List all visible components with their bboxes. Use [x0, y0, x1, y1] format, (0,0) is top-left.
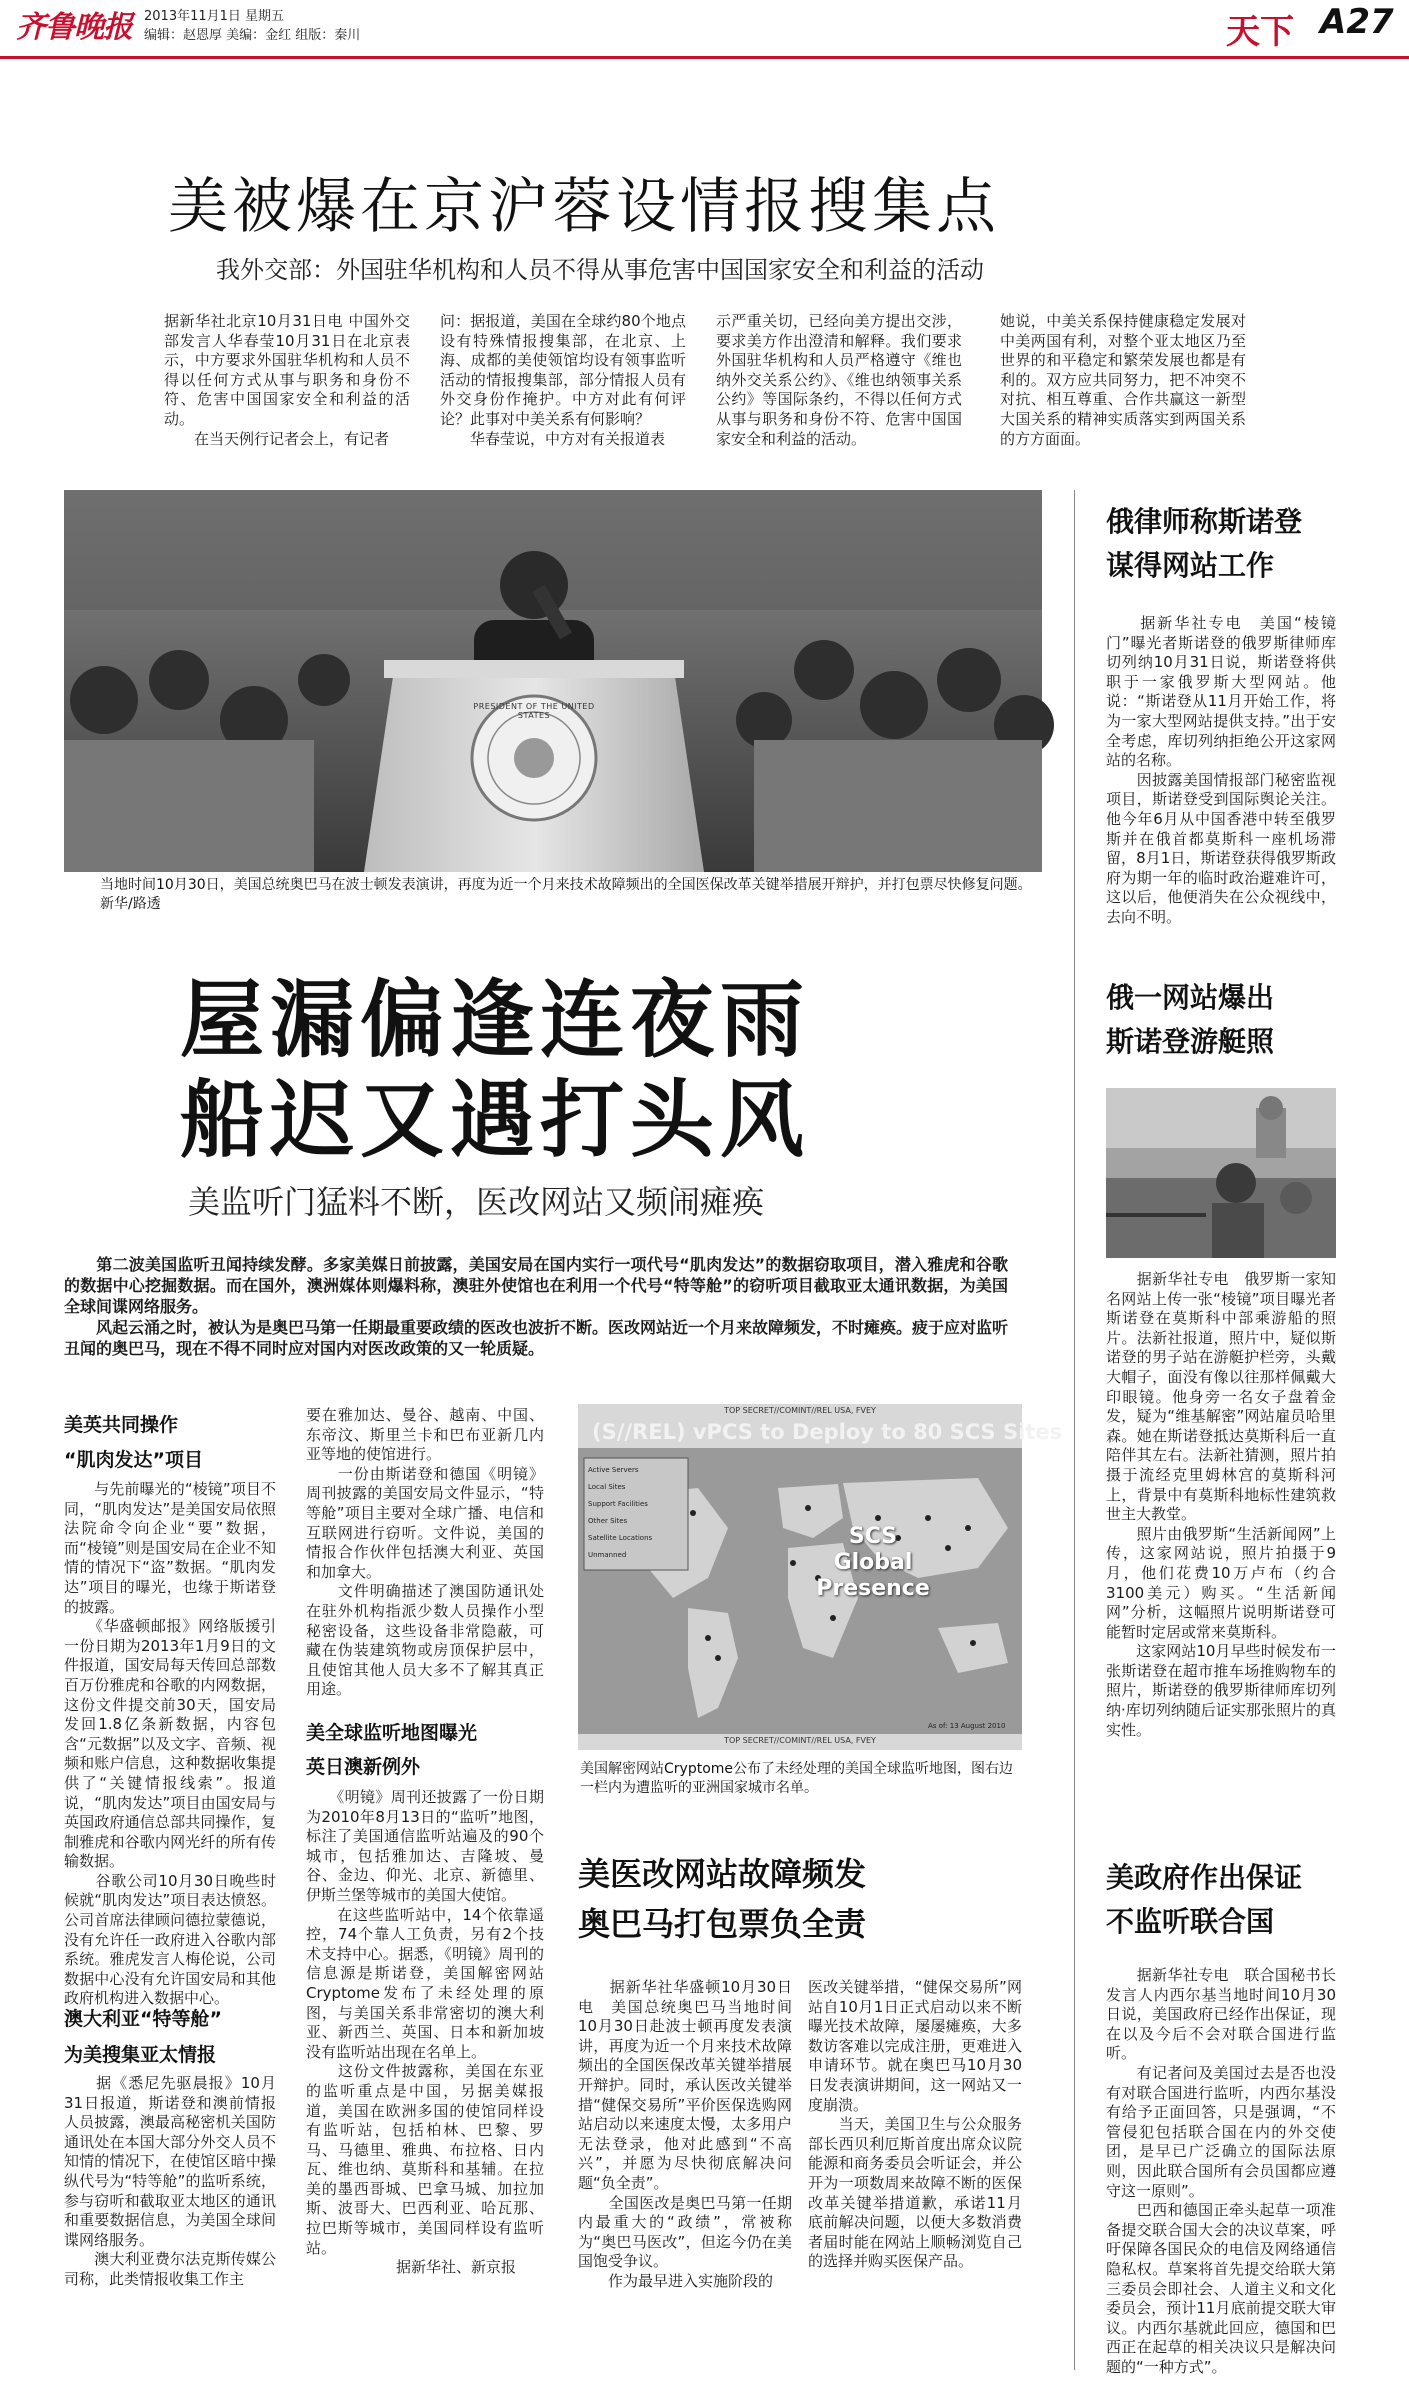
col-b-text-1: 要在雅加达、曼谷、越南、中国、东帝汶、斯里兰卡和巴布亚新几内亚等地的使馆进行。 一份由斯诺登和德国《明镜》周刊披露的美国安局文件显示，“特等舱”项目主要对全球广播、电信和互联网进行窃听。文件说，美国的情报合作伙伴包括澳大利亚、英国和加拿大。 文件明确描述了澳国防通讯处在驻外机构指派少数人员操作小型秘密设备，这些设备非常隐蔽，可藏在伪装建筑物或房顶保护层中，且使馆其他人员大多不了解其真正用途。: [306, 1406, 544, 1699]
map-title: (S//REL) vPCS to Deploy to 80 SCS Sites: [592, 1420, 1063, 1444]
map-legend: [588, 1462, 688, 1564]
lead-column-1: 据新华社北京10月31日电 中国外交部发言人华春莹10月31日在北京表示，中方要求外国驻华机构和人员不得以任何方式从事与职务和身份不符、危害中国国家安全和利益的活动。 在当天例行记者会上，有记者: [164, 312, 410, 448]
side2-headline-2: 斯诺登游艇照: [1106, 1025, 1275, 1058]
side3-headline-1: 美政府作出保证: [1106, 1861, 1303, 1894]
main-intro: 第二波美国监听丑闻持续发酵。多家美媒日前披露，美国安局在国内实行一项代号“肌肉发达”的数据窃取项目，潜入雅虎和谷歌的数据中心挖掘数据。而在国外，澳洲媒体则爆料称，澳驻外使馆也在利用一个代号“特等舱”的窃听项目截取亚太通讯数据，为美国全球间谍网络服务。 风起云涌之时，被认为是奥巴马第一任期最重要政绩的医改也波折不断。医改网站近一个月来故障频发，不时瘫痪。疲于应对监听丑闻的奥巴马，现在不得不同时应对国内对医改政策的又一轮质疑。: [64, 1255, 1009, 1358]
main-headline-line1: 屋漏偏逢连夜雨: [180, 971, 811, 1069]
col-a-heading-2a: 澳大利亚“特等舱”: [64, 2008, 222, 2030]
issue-date: 2013年11月1日 星期五: [144, 9, 285, 24]
page-number: A27: [1320, 2, 1394, 42]
side2-text: 据新华社专电 俄罗斯一家知名网站上传一张“棱镜”项目曝光者斯诺登在莫斯科中部乘游船的照片。法新社报道，照片中，疑似斯诺登的男子站在游艇护栏旁，头戴大帽子，面没有像以往那样佩戴大印眼镜。他身旁一名女子盘着金发，疑为“维基解密”网站雇员哈里森。她在斯诺登抵达莫斯科后一直陪伴其左右。法新社猜测，照片拍摄于流经克里姆林宫的莫斯科河上，背景中有莫斯科地标性建筑救世主大教堂。 照片由俄罗斯“生活新闻网”上传，这家网站说，照片拍摄于9月，他们花费10万卢布（约合3100美元）购买。“生活新闻网”分析，这幅照片说明斯诺登可能暂时定居或常来莫斯科。 这家网站10月早些时候发布一张斯诺登在超市推车场推购物车的照片，斯诺登的俄罗斯律师库切列纳·库切列纳随后证实那张照片的真实性。: [1106, 1270, 1336, 1739]
healthcare-column-2: 医改关键举措，“健保交易所”网站自10月1日正式启动以来不断曝光技术故障，屡屡瘫痪，大多数访客难以完成注册，更难进入申请环节。就在奥巴马10月30日发表演讲期间，这一网站又一度崩溃。 当天，美国卫生与公众服务部长西贝利厄斯首度出席众议院能源和商务委员会听证会，并公开为一项数周来故障不断的医保改革关键举措道歉，承诺11月底前解决问题，以便大多数消费者届时能在网站上顺畅浏览自己的选择并购买医保产品。: [808, 1978, 1022, 2271]
legend-item: Support Facilities: [588, 1500, 648, 1508]
sidebar-divider: [1074, 490, 1075, 2370]
main-headline-line2: 船迟又遇打头风: [180, 1071, 811, 1169]
side1-text: 据新华社专电 美国“棱镜门”曝光者斯诺登的俄罗斯律师库切列纳10月31日说，斯诺登将供职于一家俄罗斯大型网站。他说：“斯诺登从11月开始工作，将为一家大型网站提供支持。”出于安全考虑，库切列纳拒绝公开这家网站的名称。 因披露美国情报部门秘密监视项目，斯诺登受到国际舆论关注。他今年6月从中国香港中转至俄罗斯并在俄首都莫斯科一座机场滞留，8月1日，斯诺登获得俄罗斯政府为期一年的临时政治避难许可，这以后，他便消失在公众视线中，去向不明。: [1106, 614, 1336, 926]
lead-column-2: 问：据报道，美国在全球约80个地点设有特殊情报搜集部，在北京、上海、成都的美使领馆均设有领事监听活动的情报搜集部，部分情报人员有外交身份作掩护。中方对此有何评论？此事对中美关系有何影响？ 华春莹说，中方对有关报道表: [440, 312, 686, 448]
map-overlay-text: SCS Global Presence: [816, 1524, 930, 1601]
lead-headline: 美被爆在京沪蓉设情报搜集点: [168, 172, 1000, 242]
speech-photo-illustration: [64, 490, 1042, 872]
side2-headline-1: 俄一网站爆出: [1106, 981, 1275, 1014]
col-b-heading-1a: 美全球监听地图曝光: [306, 1722, 478, 1744]
lead-column-3: 示严重关切，已经向美方提出交涉，要求美方作出澄清和解释。我们要求外国驻华机构和人员严格遵守《维也纳外交关系公约》、《维也纳领事关系公约》等国际条约，不得以任何方式从事与职务和身份不符、危害中国国家安全和利益的活动。: [716, 312, 962, 448]
map-date: As of: 13 August 2010: [928, 1722, 1006, 1730]
podium-seal-text: PRESIDENT OF THE UNITED STATES: [473, 702, 595, 720]
boat-photo-illustration: [1106, 1088, 1336, 1258]
lead-subhead: 我外交部：外国驻华机构和人员不得从事危害中国国家安全和利益的活动: [216, 256, 984, 284]
healthcare-headline-1: 美医改网站故障频发: [578, 1855, 867, 1893]
col-b-heading-1b: 英日澳新例外: [306, 1756, 421, 1778]
col-b-text-2: 《明镜》周刊还披露了一份日期为2010年8月13日的“监听”地图，标注了美国通信监听站遍及的90个城市，包括雅加达、吉隆坡、曼谷、金边、仰光、北京、新德里、伊斯兰堡等城市的美国大使馆。 在这些监听站中，14个依靠遥控，74个靠人工负责，另有2个技术支持中心。据悉，《明镜》周刊的信息源是斯诺登，美国解密网站Cryptome发布了未经处理的原图，与美国关系非常密切的澳大利亚、新西兰、英国、日本和新加坡没有监听站出现在名单上。 这份文件披露称，美国在东亚的监听重点是中国，另据美媒报道，美国在欧洲多国的使馆同样设有监听站，包括柏林、巴黎、罗马、马德里、雅典、布拉格、日内瓦、维也纳、莫斯科和基辅。在拉美的墨西哥城、巴拿马城、加拉加斯、波哥大、巴西利亚、哈瓦那、拉巴斯等城市，美国同样设有监听站。 据新华社、新京报: [306, 1788, 544, 2277]
main-subhead: 美监听门猛料不断，医改网站又频闹瘫痪: [188, 1183, 765, 1221]
col-a-heading-1a: 美英共同操作: [64, 1414, 179, 1436]
lead-column-4: 她说，中美关系保持健康稳定发展对中美两国有利，对整个亚太地区乃至世界的和平稳定和繁荣发展也都是有利的。双方应共同努力，把不冲突不对抗、相互尊重、合作共赢这一新型大国关系的精神实质落实到两国关系的方方面面。: [1000, 312, 1246, 448]
col-a-text-2: 据《悉尼先驱晨报》10月31日报道，斯诺登和澳前情报人员披露，澳最高秘密机关国防通讯处在本国大部分外交人员不知情的情况下，在使馆区暗中操纵代号为“特等舱”的监听系统，参与窃听和截取亚太地区的通讯和重要数据信息，为美国全球间谍网络服务。 澳大利亚费尔法克斯传媒公司称，此类情报收集工作主: [64, 2074, 276, 2288]
legend-item: Unmanned: [588, 1551, 627, 1559]
side3-headline-2: 不监听联合国: [1106, 1905, 1275, 1938]
legend-item: Other Sites: [588, 1517, 628, 1525]
col-a-heading-1b: “肌肉发达”项目: [64, 1449, 203, 1471]
obama-speech-photo: [64, 490, 1042, 872]
newspaper-logo: 齐鲁晚报: [16, 10, 132, 45]
healthcare-headline-2: 奥巴马打包票负全责: [578, 1905, 867, 1943]
map-top-banner: TOP SECRET//COMINT//REL USA, FVEY: [724, 1406, 876, 1415]
masthead-rule: [0, 56, 1409, 59]
legend-item: Active Servers: [588, 1466, 639, 1474]
editor-credits: 编辑：赵恩厚 美编：金红 组版：秦川: [144, 28, 361, 43]
healthcare-column-1: 据新华社华盛顿10月30日电 美国总统奥巴马当地时间10月30日赴波士顿再度发表演讲，再度为近一个月来技术故障频出的全国医保改革关键举措展开辩护。同时，承认医改关键举措“健保交易所”平价医保选购网站启动以来速度太慢，太多用户无法登录，他对此感到“不高兴”，并愿为尽快彻底解决问题“负全责”。 全国医改是奥巴马第一任期内最重大的“政绩”，常被称为“奥巴马医改”，但迄今仍在美国饱受争议。 作为最早进入实施阶段的: [578, 1978, 792, 2290]
legend-item: Local Sites: [588, 1483, 626, 1491]
map-caption: 美国解密网站Cryptome公布了未经处理的美国全球监听地图，图右边一栏内为遭监听的亚洲国家城市名单。: [580, 1761, 1014, 1796]
col-a-heading-2b: 为美搜集亚太情报: [64, 2044, 217, 2066]
snowden-boat-photo: [1106, 1088, 1336, 1258]
side3-text: 据新华社专电 联合国秘书长发言人内西尔基当地时间10月30日说，美国政府已经作出保证，现在以及今后不会对联合国进行监听。 有记者问及美国过去是否也没有对联合国进行监听，内西尔基没有给予正面回答，只是强调，“不管侵犯包括联合国在内的外交使团，是早已广泛确立的国际法原则，因此联合国所有会员国都应遵守这一原则”。 巴西和德国正牵头起草一项准备提交联合国大会的决议草案，呼吁保障各国民众的电信及网络通信隐私权。草案将首先提交给联大第三委员会即社会、人道主义和文化委员会，预计11月底前提交联大审议。内西尔基就此回应，德国和巴西正在起草的相关决议只是解决问题的“一种方式”。: [1106, 1966, 1336, 2376]
photo-caption: 当地时间10月30日，美国总统奥巴马在波士顿发表演讲，再度为近一个月来技术故障频出的全国医保改革关键举措展开辩护，并打包票尽快修复问题。 新华/路透: [100, 877, 1053, 912]
map-bottom-banner: TOP SECRET//COMINT//REL USA, FVEY: [724, 1736, 876, 1745]
surveillance-map-figure: [578, 1404, 1063, 1750]
section-label: 天下: [1226, 12, 1294, 52]
side1-headline-2: 谋得网站工作: [1106, 549, 1275, 582]
col-a-text-1: 与先前曝光的“棱镜”项目不同，“肌肉发达”是美国安局依照法院命令向企业“要”数据，而“棱镜”则是国安局在企业不知情的情况下“盗”数据。“肌肉发达”项目的曝光，也缘于斯诺登的披露。 《华盛顿邮报》网络版援引一份日期为2013年1月9日的文件报道，国安局每天传回总部数百万份雅虎和谷歌的内网数据，这份文件提交前30天，国安局发回1.8亿条新数据，内容包含“元数据”以及文字、音频、视频和账户信息，这种数据收集提供了“关键情报线索”。报道说，“肌肉发达”项目由国安局与英国政府通信总部共同操作，复制雅虎和谷歌内网光纤的所有传输数据。 谷歌公司10月30日晚些时候就“肌肉发达”项目表达愤怒。公司首席法律顾问德拉蒙德说，没有允许任一政府进入谷歌内部系统。雅虎发言人梅伦说，公司数据中心没有允许国安局和其他政府机构进入数据中心。: [64, 1480, 276, 2008]
legend-item: Satellite Locations: [588, 1534, 653, 1542]
side1-headline-1: 俄律师称斯诺登: [1106, 505, 1303, 538]
